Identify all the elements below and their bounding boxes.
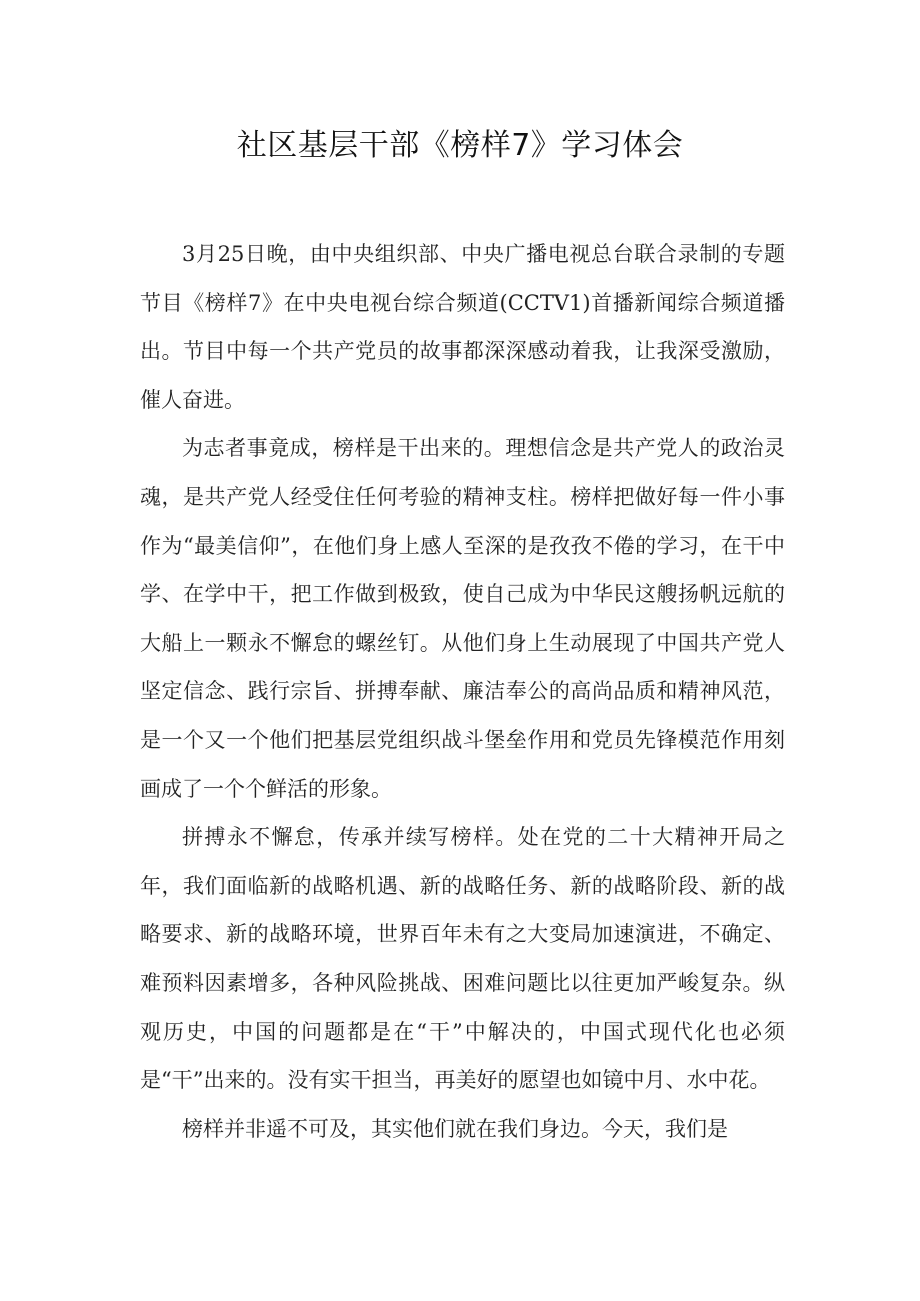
- document-body: [140, 230, 785, 1153]
- paragraph-2: 为志者事竟成，榜样是干出来的。理想信念是共产党人的政治灵魂，是共产党人经受住任何考验的精神支柱。榜样把做好每一件小事作为“最美信仰”，在他们身上感人至深的是孜孜不倦的学习，在干中学、在学中干，把工作做到极致，使自己成为中华民这艘扬帆远航的大船上一颗永不懈怠的螺丝钉。从他们身上生动展现了中国共产党人坚定信念、践行宗旨、拼搏奉献、廉洁奉公的高尚品质和精神风范，是一个又一个他们把基层党组织战斗堡垒作用和党员先锋模范作用刻画成了一个个鲜活的形象。: [140, 436, 785, 801]
- paragraph-4: 榜样并非遥不可及，其实他们就在我们身边。今天，我们是: [182, 1116, 728, 1141]
- paragraph-1: 3月25日晚，由中央组织部、中央广播电视总台联合录制的专题节目《榜样7》在中央电视台综合频道(CCTV1)首播新闻综合频道播出。节目中每一个共产党员的故事都深深感动着我，让我深受激励，催人奋进。: [140, 242, 785, 412]
- paragraph-3: 拼搏永不懈怠，传承并续写榜样。处在党的二十大精神开局之年，我们面临新的战略机遇、新的战略任务、新的战略阶段、新的战略要求、新的战略环境，世界百年未有之大变局加速演进，不确定、难预料因素增多，各种风险挑战、困难问题比以往更加严峻复杂。纵观历史，中国的问题都是在“干”中解决的，中国式现代化也必须是“干”出来的。没有实干担当，再美好的愿望也如镜中月、水中花。: [140, 825, 785, 1093]
- document-title: 社区基层干部《榜样7》学习体会: [236, 128, 684, 163]
